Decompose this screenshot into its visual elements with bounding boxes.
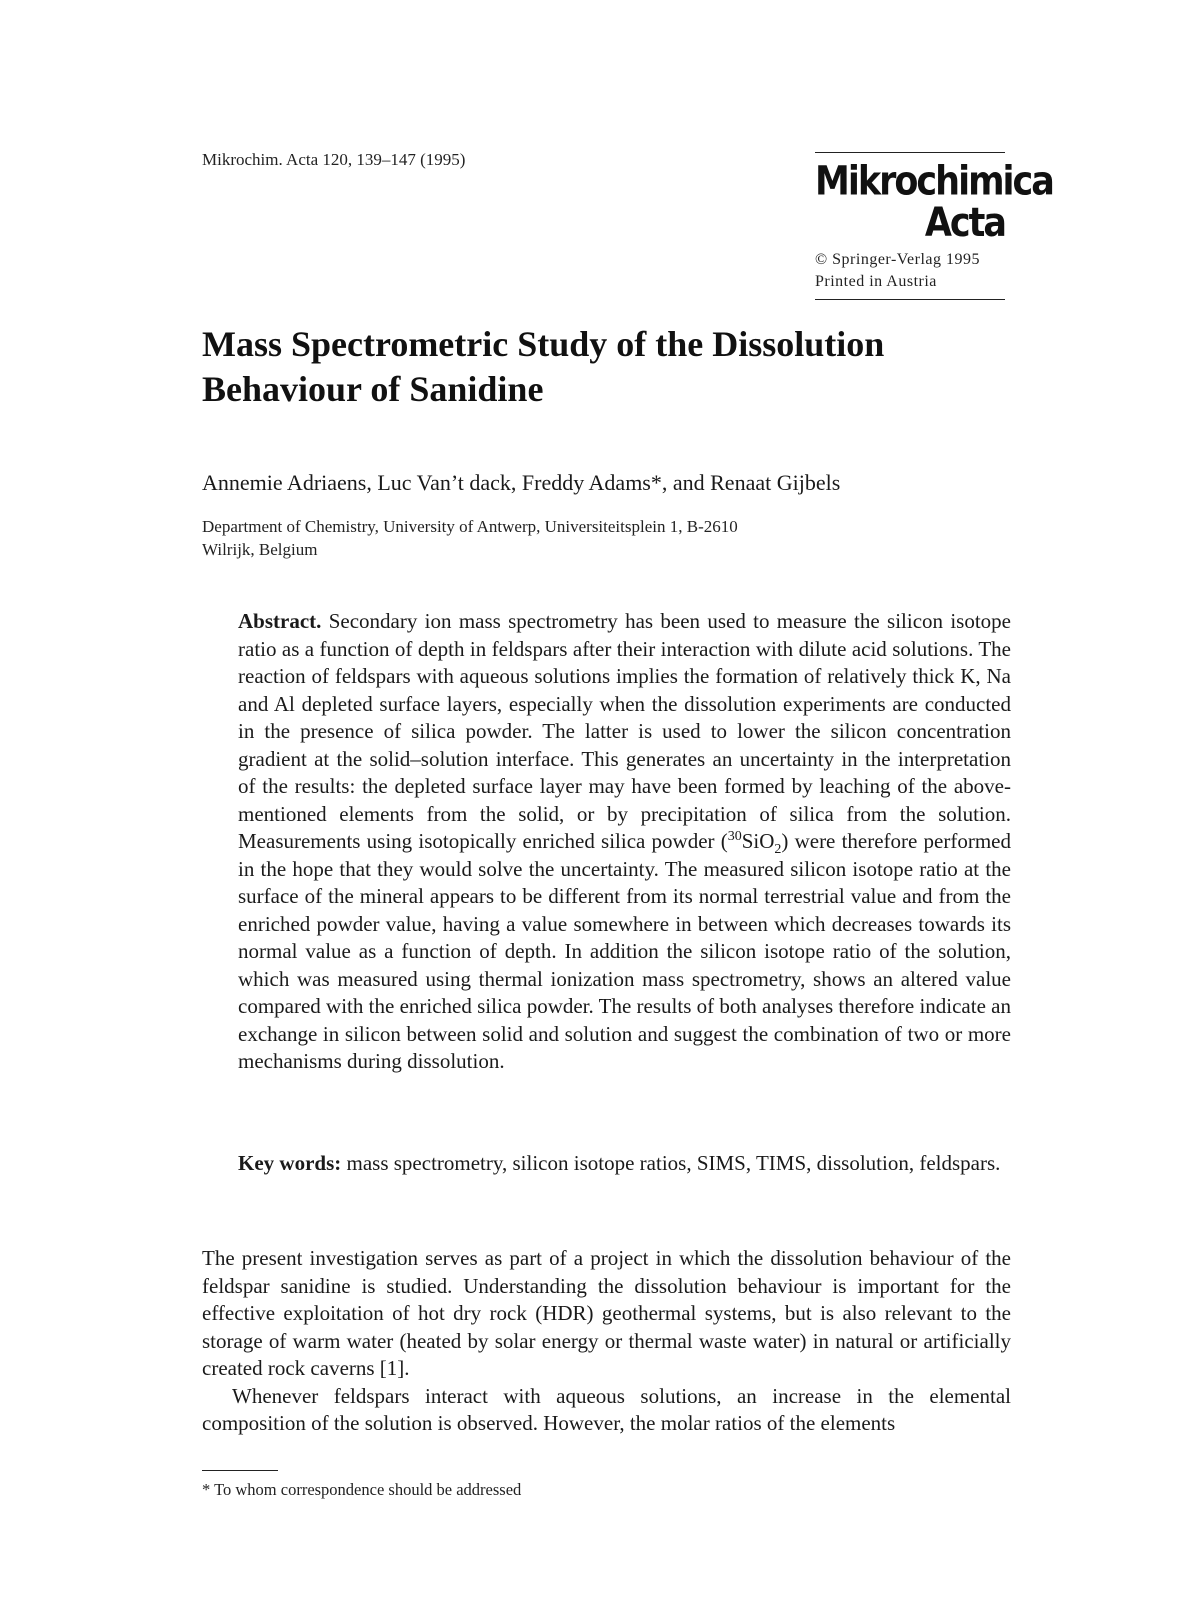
journal-logo-line1: Mikrochimica xyxy=(815,158,1053,205)
footnote: * To whom correspondence should be addressed xyxy=(202,1480,522,1499)
keywords-label: Key words: xyxy=(238,1151,342,1175)
footnote-rule xyxy=(202,1470,278,1471)
journal-logo-line2: Acta xyxy=(924,200,1005,247)
abstract-text-part1: Secondary ion mass spectrometry has been used to measure the silicon isotope ratio as a function of depth in feldspars after their interaction with dilute acid solutions. The reaction of feldspars with aqueous solutions implies the formation of relatively thick K, Na and Al depleted surface layers, especially when the dissolution experiments are conducted in the presence of silica powder. The latter is used to lower the silicon concentration gradient at the solid–solution interface. This generates an uncertainty in the interpretation of the results: the depleted surface layer may have been formed by leaching of the above-mentioned elements from the solid, or by precipitation of silica from the solution. Measurements using isotopically enriched silica powder ( xyxy=(238,609,1011,853)
title-line-2: Behaviour of Sanidine xyxy=(202,369,544,409)
isotope-mass-number: 30 xyxy=(727,829,742,844)
journal-citation: Mikrochim. Acta 120, 139–147 (1995) xyxy=(202,150,466,169)
abstract-label: Abstract. xyxy=(238,609,322,633)
body-text xyxy=(202,1245,1011,1438)
printed-line: Printed in Austria xyxy=(815,273,937,290)
article-title xyxy=(202,322,1002,412)
affiliation xyxy=(202,515,902,561)
abstract-text-part2: ) were therefore performed in the hope that they would solve the uncertainty. The measured silicon isotope ratio at the surface of the mineral appears to be different from its normal terrestrial value and from the enriched powder value, having a value somewhere in between which decreases towards its normal value as a function of depth. In addition the silicon isotope ratio of the solution, which was measured using thermal ionization mass spectrometry, shows an altered value compared with the enriched silica powder. The results of both analyses therefore indicate an exchange in silicon between solid and solution and suggest the combination of two or more mechanisms during dissolution. xyxy=(238,829,1011,1073)
masthead-bottom-rule xyxy=(815,299,1005,300)
publisher-info xyxy=(815,249,1005,293)
keywords-text: mass spectrometry, silicon isotope ratios, SIMS, TIMS, dissolution, feldspars. xyxy=(346,1151,1001,1175)
body-paragraph-2: Whenever feldspars interact with aqueous solutions, an increase in the elemental composition of the solution is observed. However, the molar ratios of the elements xyxy=(202,1383,1011,1435)
journal-logo xyxy=(815,158,1053,247)
title-line-1: Mass Spectrometric Study of the Dissolution xyxy=(202,324,885,364)
affiliation-line-2: Wilrijk, Belgium xyxy=(202,540,318,559)
author-list: Annemie Adriaens, Luc Van’t dack, Freddy Adams*, and Renaat Gijbels xyxy=(202,470,841,495)
body-paragraph-1: The present investigation serves as part of a project in which the dissolution behaviour of the feldspar sanidine is studied. Understanding the dissolution behaviour is important for the effective exploitation of hot dry rock (HDR) geothermal systems, but is also relevant to the storage of warm water (heated by solar energy or thermal waste water) in natural or artificially created rock caverns [1]. xyxy=(202,1246,1011,1380)
journal-masthead xyxy=(815,152,1053,300)
keywords xyxy=(238,1150,1011,1178)
masthead-top-rule xyxy=(815,152,1005,153)
abstract xyxy=(238,608,1011,1076)
formula-base: SiO xyxy=(741,829,775,853)
formula-subscript: 2 xyxy=(774,842,782,858)
affiliation-line-1: Department of Chemistry, University of Antwerp, Universiteitsplein 1, B-2610 xyxy=(202,517,738,536)
copyright-line: © Springer-Verlag 1995 xyxy=(815,251,981,268)
